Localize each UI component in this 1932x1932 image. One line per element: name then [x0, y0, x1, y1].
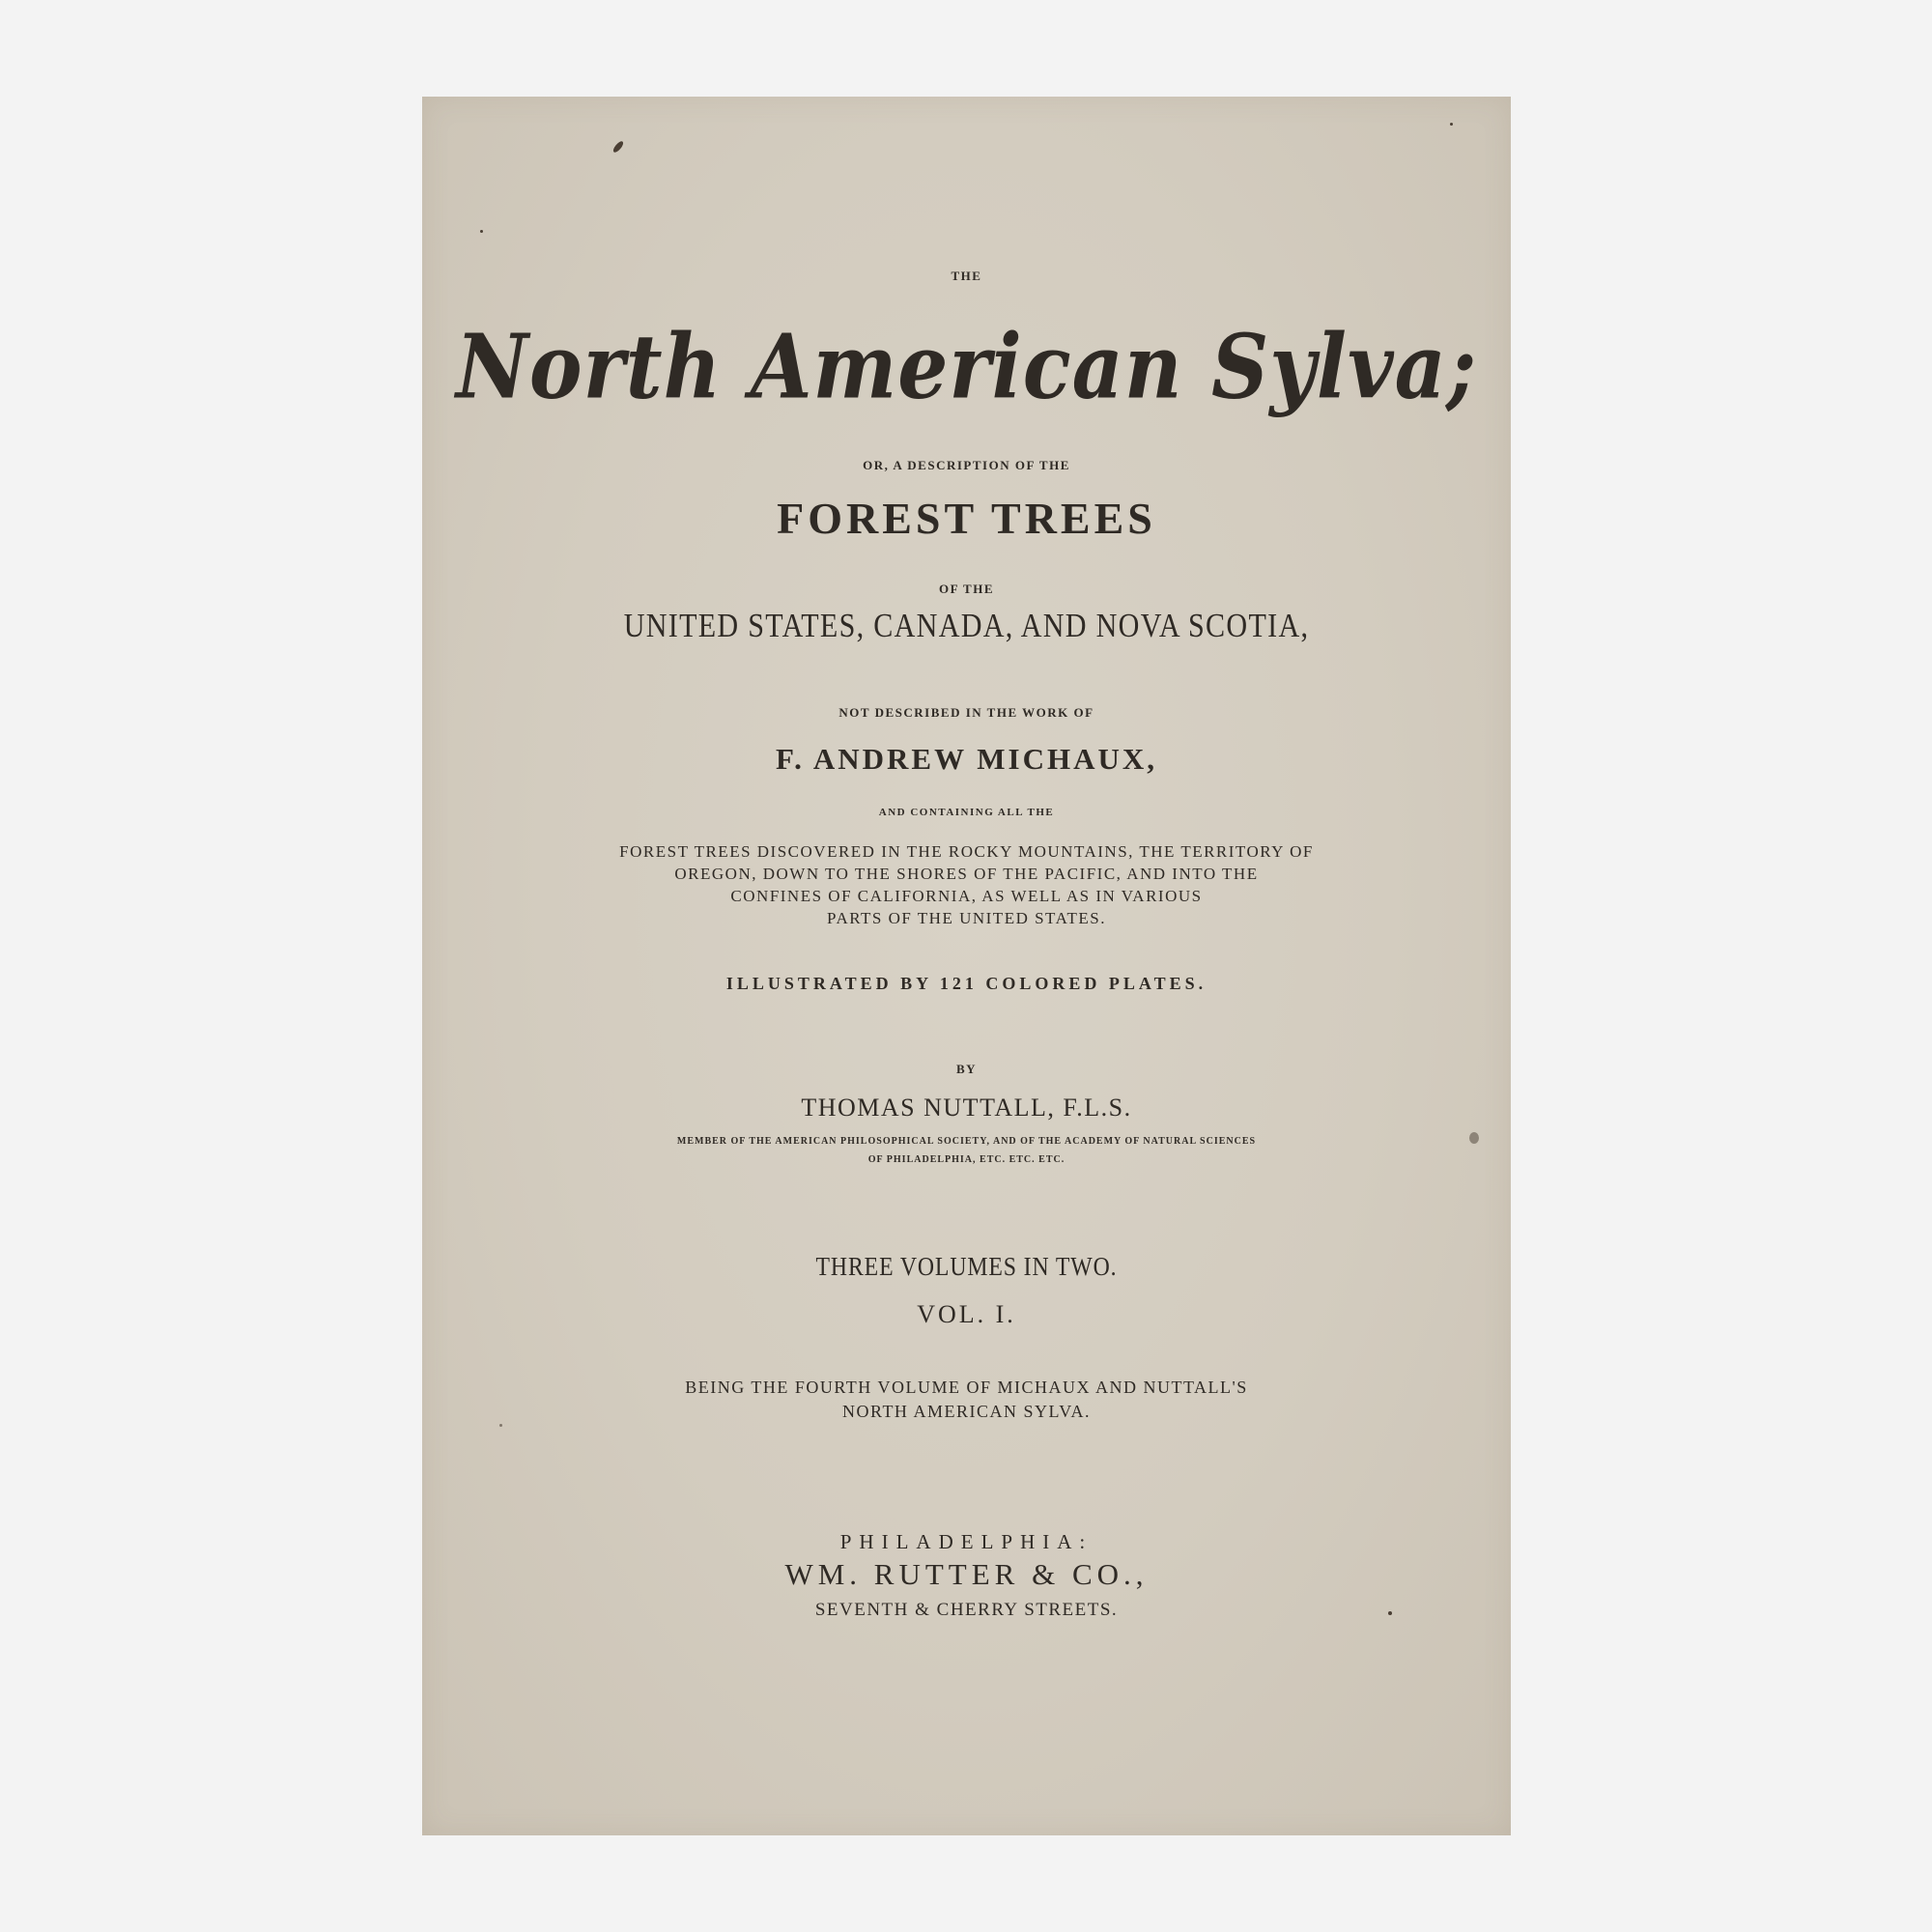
being-line: NORTH AMERICAN SYLVA.	[842, 1402, 1091, 1421]
description-paragraph	[422, 840, 1511, 929]
publisher-address: SEVENTH & CHERRY STREETS.	[814, 1600, 1119, 1620]
of-the-label: OF THE	[938, 582, 995, 596]
paper-speck	[499, 1424, 502, 1427]
the-label: THE	[951, 269, 982, 283]
illustrated-line: ILLUSTRATED BY 121 COLORED PLATES.	[725, 974, 1208, 993]
description-line: CONFINES OF CALIFORNIA, AS WELL AS IN VARIOUS	[730, 887, 1203, 905]
membership-paragraph	[422, 1132, 1511, 1169]
volumes-line: THREE VOLUMES IN TWO.	[815, 1252, 1118, 1281]
paper-speck	[1388, 1611, 1392, 1615]
paper-speck	[611, 140, 625, 155]
paper-speck	[1450, 123, 1453, 126]
volume-number: VOL. I.	[917, 1300, 1016, 1328]
description-line: OREGON, DOWN TO THE SHORES OF THE PACIFIC, AND INTO THE	[674, 865, 1259, 883]
publisher-name: WM. RUTTER & CO.,	[784, 1557, 1149, 1591]
by-label: BY	[955, 1062, 978, 1076]
being-line: BEING THE FOURTH VOLUME OF MICHAUX AND NUTTALL'S	[685, 1378, 1248, 1397]
membership-line: OF PHILADELPHIA, ETC. ETC. ETC.	[867, 1154, 1065, 1165]
book-title: North American Sylva;	[455, 315, 1478, 419]
membership-line: MEMBER OF THE AMERICAN PHILOSOPHICAL SOCIETY, AND OF THE ACADEMY OF NATURAL SCIENCES	[676, 1136, 1257, 1147]
forest-trees-heading: FOREST TREES	[777, 494, 1156, 543]
author-name: THOMAS NUTTALL, F.L.S.	[801, 1094, 1132, 1122]
paper-speck	[480, 230, 483, 233]
and-containing-label: AND CONTAINING ALL THE	[878, 807, 1055, 818]
publisher-city: PHILADELPHIA:	[839, 1530, 1094, 1553]
description-line: PARTS OF THE UNITED STATES.	[827, 909, 1106, 927]
michaux-name: F. ANDREW MICHAUX,	[775, 742, 1158, 776]
paper-speck	[1469, 1132, 1479, 1144]
not-described-label: NOT DESCRIBED IN THE WORK OF	[838, 705, 1094, 720]
description-line: FOREST TREES DISCOVERED IN THE ROCKY MOUNTAINS, THE TERRITORY OF	[619, 842, 1314, 861]
being-paragraph	[422, 1376, 1511, 1424]
title-page	[422, 97, 1511, 1835]
regions-line: UNITED STATES, CANADA, AND NOVA SCOTIA,	[623, 607, 1310, 644]
subtitle-intro: OR, A DESCRIPTION OF THE	[863, 458, 1070, 472]
